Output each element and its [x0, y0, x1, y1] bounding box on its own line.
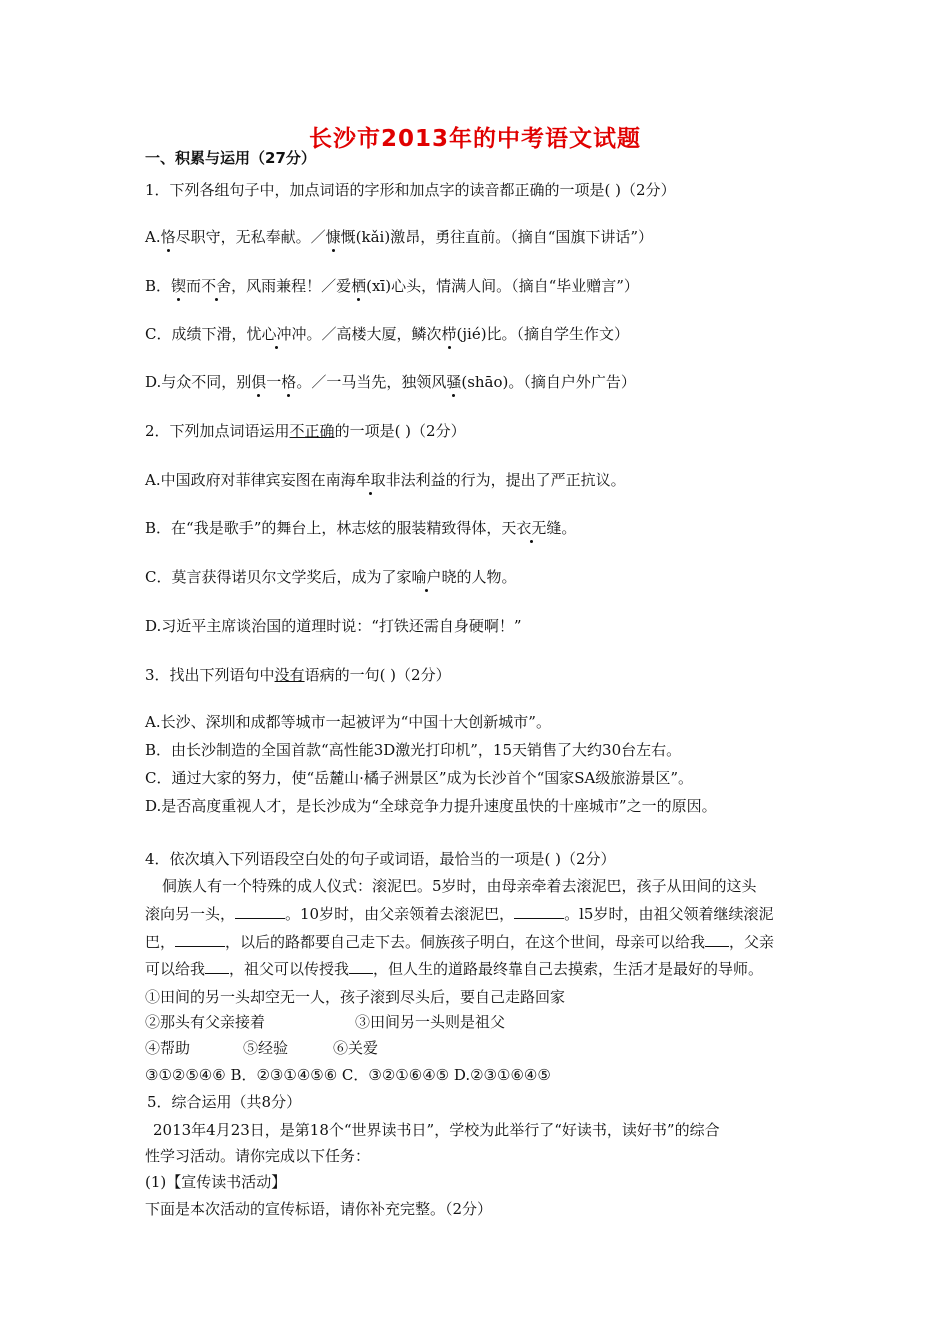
text: 尽职守，无私奉献。／ [175, 228, 326, 246]
dotted-word: 家喻户晓 [396, 568, 457, 586]
question-5-paragraph-line-2: 性学习活动。请你完成以下任务： [145, 1147, 371, 1165]
question-3-stem [145, 665, 451, 685]
question-1-option-d [145, 372, 636, 392]
question-4-stem: 4．依次填入下列语段空白处的句子或词语，最恰当的一项是( )（2分） [145, 850, 616, 868]
question-3-option-c: C．通过大家的努力，使“岳麓山·橘子洲景区”成为长沙首个“国家SA级旅游景区”。 [145, 769, 694, 787]
question-1-stem: 1．下列各组句子中，加点词语的字形和加点字的读音都正确的一项是( )（2分） [145, 181, 676, 199]
text: ②那头有父亲接着 [145, 1013, 266, 1031]
dotted-word: 牟取 [355, 471, 386, 489]
dotted-char: 栉 [441, 325, 457, 343]
blank-line [705, 932, 729, 947]
question-4-option-row-2 [145, 1012, 265, 1032]
question-1-option-a [145, 227, 653, 247]
question-4-passage-line-3 [145, 932, 774, 952]
text: 。 [561, 519, 577, 537]
question-5-paragraph-line-1: 2013年4月23日，是第18个“世界读书日”，学校为此举行了“好读书，读好书”的综合 [153, 1121, 720, 1139]
text: 一 [266, 373, 282, 391]
question-5-stem: 5．综合运用（共8分） [147, 1093, 302, 1111]
text: 滚向另一头， [145, 905, 236, 923]
text: C．成绩下滑， [145, 325, 247, 343]
text: 2．下列加点词语运用 [145, 422, 290, 440]
dotted-char: 栖 [351, 277, 367, 295]
text: 而 [186, 277, 202, 295]
text: 慨(kǎi)激昂，勇往直前。（摘自“国旗下讲话”） [340, 228, 654, 246]
blank-line [205, 959, 229, 974]
question-3-option-a: A.长沙、深圳和成都等城市一起被评为“中国十大创新城市”。 [145, 713, 551, 731]
text: (jié)比。（摘自学生作文） [456, 325, 630, 343]
text: C．莫言获得诺贝尔文学奖后，成为了 [145, 568, 397, 586]
text: A. [145, 228, 161, 246]
text: (shāo)。（摘自户外广告） [461, 373, 636, 391]
text: ，风雨兼程！／爱 [231, 277, 352, 295]
question-3-option-b: B．由长沙制造的全国首款“高性能3D激光打印机”，15天销售了大约30台左右。 [145, 741, 682, 759]
section-heading: 一、积累与运用（27分） [145, 149, 316, 167]
dotted-char: 慷 [325, 228, 341, 246]
text: ，但人生的道路最终靠自己去摸索，生活才是最好的导师。 [373, 960, 764, 978]
dotted-char: 骚 [446, 373, 462, 391]
question-4-choices: ③①②⑤④⑥ B．②③①④⑤⑥ C．③②①⑥④⑤ D.②③①⑥④⑤ [145, 1066, 551, 1084]
blank-line [349, 959, 373, 974]
text: 非法利益的行为，提出了严正抗议。 [385, 471, 626, 489]
question-4-option-3: ③田间另一头则是祖父 [355, 1013, 506, 1031]
text: ，以后的路都要自己走下去。侗族孩子明白，在这个世间，母亲可以给我 [225, 933, 706, 951]
dotted-word: 忧心冲冲 [246, 325, 307, 343]
text: ，祖父可以传授我 [229, 960, 350, 978]
text: 巴， [145, 933, 176, 951]
text: 的人物。 [456, 568, 517, 586]
text: A.中国政府对菲律宾妄图在南海 [145, 471, 356, 489]
text: 。／一马当先，独领风 [296, 373, 447, 391]
question-2-stem [145, 421, 466, 441]
question-4-passage-line-2 [145, 904, 773, 924]
dotted-char: 恪 [160, 228, 176, 246]
underlined-text: 没有 [274, 666, 305, 684]
text: D.与众不同，别 [145, 373, 252, 391]
text: 可以给我 [145, 960, 206, 978]
question-5-subtask-1-text: 下面是本次活动的宣传标语，请你补充完整。（2分） [145, 1200, 493, 1218]
text: B．在“我是歌手”的舞台上，林志炫的服装精致得体， [145, 519, 502, 537]
text: 语病的一句( )（2分） [304, 666, 451, 684]
blank-line [175, 932, 225, 947]
text: 。l5岁时，由祖父领着继续滚泥 [564, 905, 774, 923]
text: ，父亲 [729, 933, 775, 951]
question-4-option-6: ⑥关爱 [333, 1039, 379, 1057]
dotted-char: 俱 [251, 373, 267, 391]
text: 。10岁时，由父亲领着去滚泥巴， [285, 905, 515, 923]
text: 。／高楼大厦，鳞次 [306, 325, 442, 343]
question-4-passage-line-4 [145, 959, 763, 979]
question-2-option-a [145, 470, 626, 490]
question-4-option-1: ①田间的另一头却空无一人，孩子滚到尽头后，要自己走路回家 [145, 988, 566, 1006]
question-2-option-b [145, 518, 576, 538]
blank-line [514, 904, 564, 919]
question-4-passage-line-1: 侗族人有一个特殊的成人仪式：滚泥巴。5岁时，由母亲牵着去滚泥巴，孩子从田间的这头 [162, 877, 757, 895]
blank-line [235, 904, 285, 919]
question-1-option-c [145, 324, 629, 344]
question-4-option-4: ④帮助 [145, 1039, 191, 1057]
text: 3．找出下列语句中 [145, 666, 275, 684]
question-3-option-d: D.是否高度重视人才，是长沙成为“全球竞争力提升速度虽快的十座城市”之一的原因。 [145, 797, 717, 815]
question-4-option-5: ⑤经验 [243, 1039, 289, 1057]
dotted-word: 天衣无缝 [501, 519, 562, 537]
text: (xī)心头，情满人间。（摘自“毕业赠言”） [366, 277, 639, 295]
question-2-option-c [145, 567, 517, 587]
dotted-char: 格 [281, 373, 297, 391]
question-1-option-b [145, 276, 639, 296]
dotted-word: 不舍 [201, 277, 232, 295]
question-5-subtask-1: (1)【宣传读书活动】 [145, 1173, 287, 1191]
question-2-option-d: D.习近平主席谈治国的道理时说：“打铁还需自身硬啊！” [145, 617, 522, 635]
page-title: 长沙市2013年的中考语文试题 [308, 126, 641, 152]
text: B． [145, 277, 172, 295]
text: 的一项是( )（2分） [334, 422, 466, 440]
dotted-char: 锲 [171, 277, 187, 295]
underlined-text: 不正确 [289, 422, 335, 440]
